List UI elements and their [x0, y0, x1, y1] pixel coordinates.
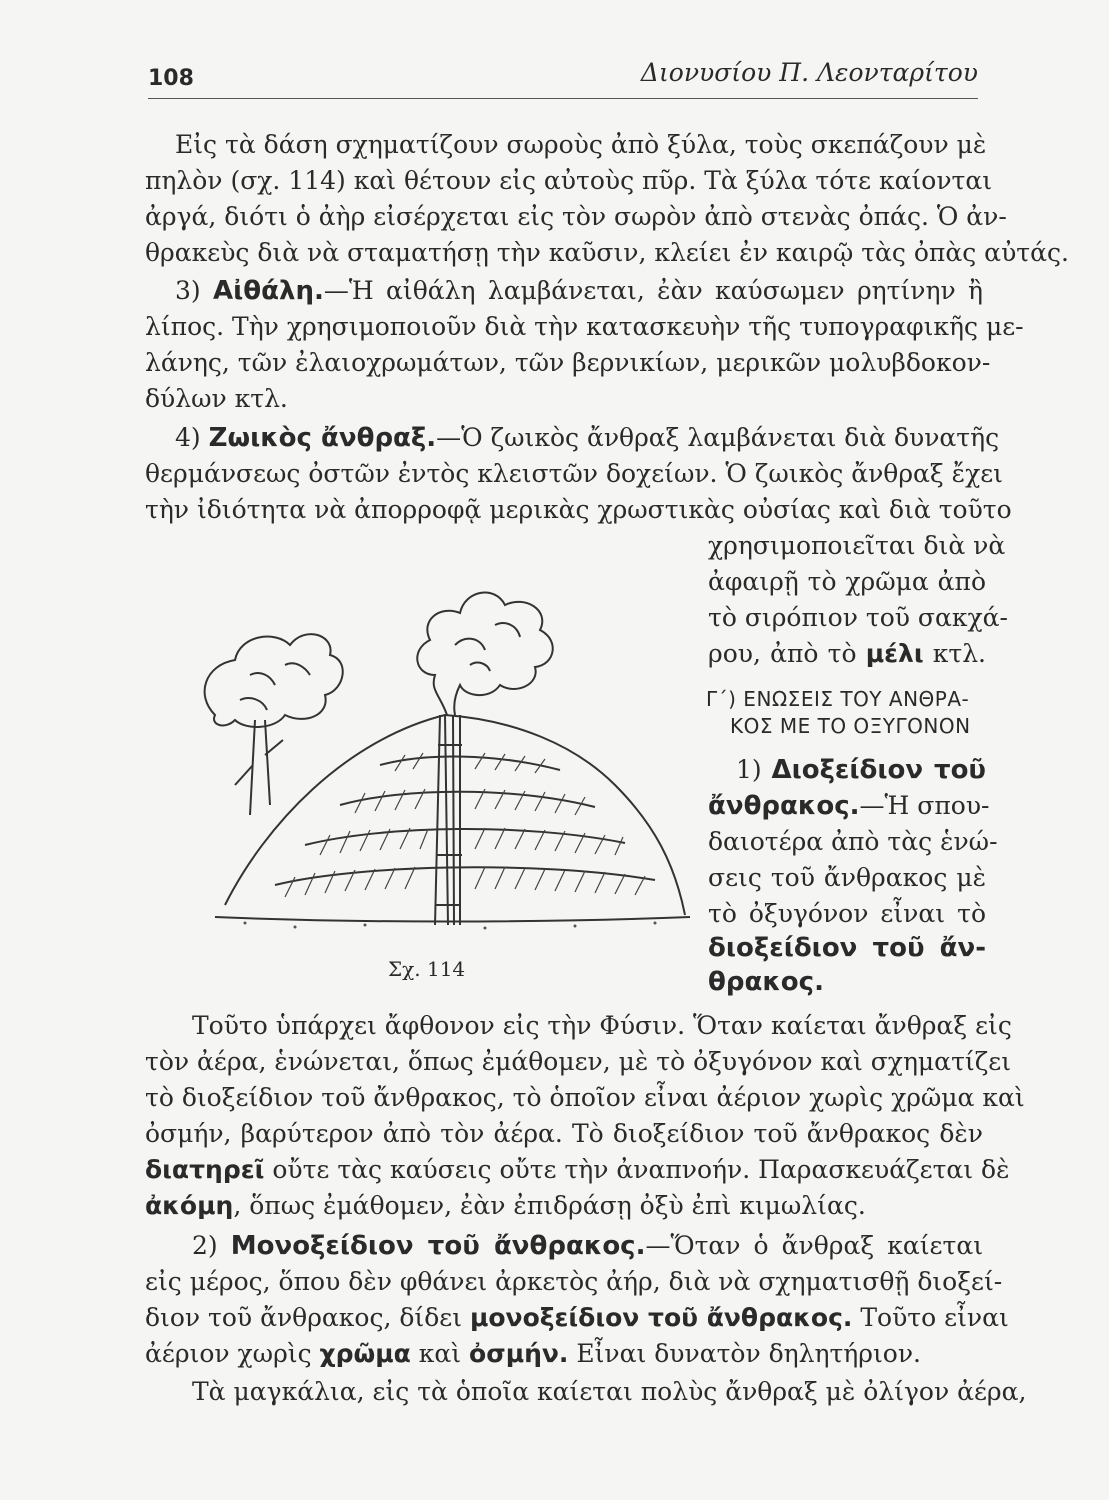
term-heading: Μονοξείδιον τοῦ ἄνθρακος.	[230, 1231, 646, 1261]
bold-term: διατηρεῖ	[145, 1155, 265, 1184]
bold-term-line: θρακος.	[708, 967, 824, 997]
text-line	[736, 755, 986, 785]
item-number: 3)	[175, 276, 201, 305]
text-line	[175, 276, 983, 306]
text-line: τὸν ἀέρα, ἑνώνεται, ὅπως ἐμάθομεν, μὲ τὸ ὀξυγόνον καὶ σχηματίζει	[145, 1047, 1012, 1076]
text-line: δύλων κτλ.	[145, 384, 288, 413]
text-line: λίπος. Τὴν χρησιμοποιοῦν διὰ τὴν κατασκευὴν τῆς τυπογραφικῆς με-	[145, 312, 1024, 341]
text-line	[145, 1303, 1009, 1333]
item-number: 1)	[736, 755, 762, 784]
text-line	[145, 1339, 983, 1369]
text-run: κτλ.	[923, 639, 986, 668]
text-run: ρου, ἀπὸ τὸ	[708, 639, 866, 668]
text-line: τὸ διοξείδιον τοῦ ἄνθρακος, τὸ ὁποῖον εἶναι ἀέριον χωρὶς χρῶμα καὶ	[145, 1083, 1025, 1112]
term-heading: Διοξείδιον τοῦ	[771, 755, 986, 785]
text-line: εἰς μέρος, ὅπου δὲν φθάνει ἀρκετὸς ἀήρ, διὰ νὰ σχηματισθῇ διοξεί-	[145, 1267, 1003, 1296]
charcoal-kiln-illustration	[155, 525, 695, 940]
page-header	[148, 50, 978, 99]
text-line: ἀργά, διότι ὁ ἀὴρ εἰσέρχεται εἰς τὸν σωρὸν ἀπὸ στενὰς ὀπάς. Ὁ ἀν-	[145, 202, 1007, 231]
term-heading: Ζωικὸς ἄνθραξ.	[208, 423, 437, 453]
bold-term: ἀκόμη	[145, 1191, 234, 1220]
text-line: πηλὸν (σχ. 114) καὶ θέτουν εἰς αὐτοὺς πῦρ. Τὰ ξύλα τότε καίονται	[145, 166, 993, 195]
text-line: τὸ σιρόπιον τοῦ σακχά-	[708, 603, 1008, 632]
section-heading-line: Γ΄) ΕΝΩΣΕΙΣ ΤΟΥ ΑΝΘΡΑ-	[706, 687, 970, 711]
text-run: —Ἡ σπου-	[859, 791, 990, 820]
text-line: λάνης, τῶν ἐλαιοχρωμάτων, τῶν βερνικίων, μερικῶν μολυβδοκον-	[145, 348, 991, 377]
text-line: Τοῦτο ὑπάρχει ἄφθονον εἰς τὴν Φύσιν. Ὅταν καίεται ἄνθραξ εἰς	[192, 1011, 1012, 1040]
text-run: ἀέριον χωρὶς	[145, 1339, 320, 1368]
item-number: 2)	[192, 1231, 218, 1260]
text-line: Εἰς τὰ δάση σχηματίζουν σωροὺς ἀπὸ ξύλα, τοὺς σκεπάζουν μὲ	[175, 130, 987, 159]
running-head: Διονυσίου Π. Λεονταρίτου	[640, 58, 978, 87]
text-line: ὀσμήν, βαρύτερον ἀπὸ τὸν ἀέρα. Τὸ διοξείδιον τοῦ ἄνθρακος δὲν	[145, 1119, 983, 1148]
text-line: θρακεὺς διὰ νὰ σταματήσῃ τὴν καῦσιν, κλείει ἐν καιρῷ τὰς ὀπὰς αὐτάς.	[145, 238, 1069, 267]
text-run: —Ὅταν ὁ ἄνθραξ καίεται	[645, 1231, 983, 1260]
text-line	[708, 639, 986, 669]
text-line	[708, 791, 990, 821]
term-heading: ἄνθρακος.	[708, 791, 860, 821]
text-line: τὸ ὀξυγόνον εἶναι τὸ	[708, 899, 986, 928]
text-run: , ὅπως ἐμάθομεν, ἐὰν ἐπιδράσῃ ὀξὺ ἐπὶ κιμωλίας.	[233, 1191, 866, 1220]
page-number: 108	[148, 66, 194, 91]
text-line	[192, 1231, 983, 1261]
text-run: καὶ	[410, 1339, 470, 1368]
figure-caption: Σχ. 114	[388, 957, 466, 981]
text-line	[145, 1155, 1010, 1185]
text-run: —Ὁ ζωικὸς ἄνθραξ λαμβάνεται διὰ δυνατῆς	[436, 423, 1000, 452]
text-run: —Ἡ αἰθάλη λαμβάνεται, ἐὰν καύσωμεν ρητίνην ἢ	[323, 276, 983, 305]
text-line: τὴν ἰδιότητα νὰ ἀπορροφᾷ μερικὰς χρωστικὰς οὐσίας καὶ διὰ τοῦτο	[145, 495, 1012, 524]
text-run: Εἶναι δυνατὸν δηλητήριον.	[568, 1339, 921, 1368]
text-line: Τὰ μαγκάλια, εἰς τὰ ὁποῖα καίεται πολὺς ἄνθραξ μὲ ὀλίγον ἀέρα,	[192, 1377, 1027, 1406]
text-line: σεις τοῦ ἄνθρακος μὲ	[708, 863, 986, 892]
text-line	[145, 1191, 983, 1221]
text-run: οὔτε τὰς καύσεις οὔτε τὴν ἀναπνοήν. Παρασκευάζεται δὲ	[264, 1155, 1010, 1184]
term-heading: Αἰθάλη.	[213, 276, 324, 306]
bold-term-line: διοξείδιον τοῦ ἄν-	[708, 933, 986, 963]
section-heading-line: ΚΟΣ ΜΕ ΤΟ ΟΞΥΓΟΝΟΝ	[730, 714, 971, 738]
text-run: διον τοῦ ἄνθρακος, δίδει	[145, 1303, 470, 1332]
bold-term: χρῶμα	[319, 1339, 411, 1368]
bold-term: μονοξείδιον τοῦ ἄνθρακος.	[469, 1303, 853, 1332]
item-number: 4)	[175, 423, 201, 452]
text-line: χρησιμοποιεῖται διὰ νὰ	[708, 531, 1006, 560]
text-run: Τοῦτο εἶναι	[852, 1303, 1009, 1332]
bold-term: μέλι	[865, 639, 924, 668]
text-line: δαιοτέρα ἀπὸ τὰς ἑνώ-	[708, 827, 998, 856]
text-line	[175, 423, 1000, 453]
bold-term: ὀσμήν.	[469, 1339, 569, 1368]
text-line: ἀφαιρῇ τὸ χρῶμα ἀπὸ	[708, 567, 986, 596]
text-line: θερμάνσεως ὀστῶν ἐντὸς κλειστῶν δοχείων. Ὁ ζωικὸς ἄνθραξ ἔχει	[145, 459, 1003, 488]
